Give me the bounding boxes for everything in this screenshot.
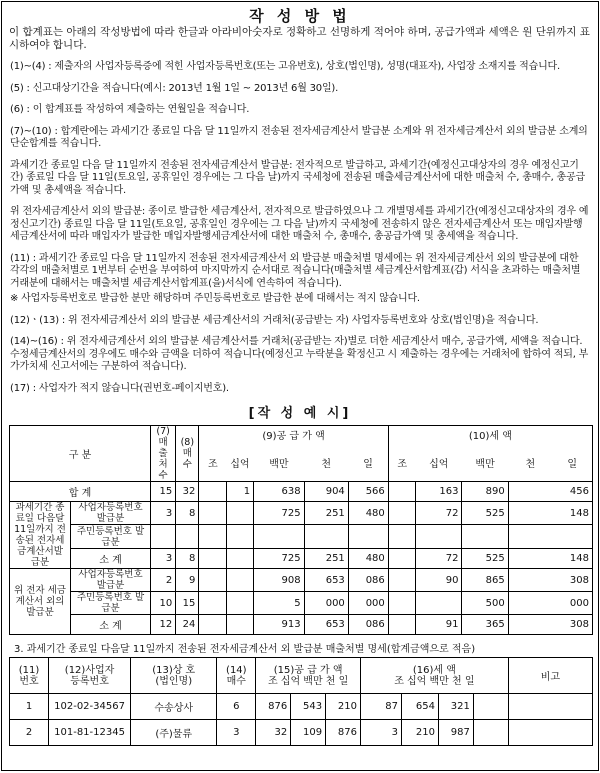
cell: 15 <box>176 592 199 615</box>
cell: 987 <box>438 720 473 746</box>
cell: 308 <box>508 615 592 635</box>
cell: 148 <box>508 548 592 568</box>
table-row <box>10 525 593 548</box>
cell: 8 <box>176 502 199 525</box>
unit-label: 일 <box>552 447 592 481</box>
table-row <box>10 502 593 525</box>
cell: 566 <box>348 482 388 502</box>
cell: 086 <box>348 615 388 635</box>
cell: 908 <box>254 569 305 592</box>
cell: 725 <box>254 548 305 568</box>
cell: 500 <box>462 592 508 615</box>
detail-note: 3. 과세기간 종료일 다음달 11일까지 전송된 전자세금계산서 외 발급분 매출처별 명세(합계금액으로 적음) <box>14 644 476 655</box>
instruction-item: (12)ㆍ(13) : 위 전자세금계산서 외의 발급분 세금계산서의 거래처(공급받는 자) 사업자등록번호와 상호(법인명)을 적습니다. <box>10 314 539 326</box>
cell: 10 <box>151 592 176 615</box>
cell: 72 <box>416 502 462 525</box>
unit-label: 조 <box>388 447 415 481</box>
header-gubun: 구 분 <box>10 426 151 482</box>
cell: 876 <box>256 694 291 720</box>
cell: 101-81-12345 <box>49 720 131 746</box>
instruction-item: (7)~(10) : 합계란에는 과세기간 종료일 다음 달 11일까지 전송된 전자세금계산서 발급분 소계와 위 전자세금계산서 외의 발급분 소계의 단순합계를 적습니다. <box>10 125 588 149</box>
cell: 890 <box>462 482 508 502</box>
group1-label: 과세기간 종료일 다음달 11일까지 전송된 전자세금계산서발급분 <box>10 502 71 569</box>
cell: 210 <box>402 720 439 746</box>
cell: 3 <box>360 720 401 746</box>
header-supply: (9)공 급 가 액 <box>199 426 388 448</box>
instruction-item: (17) : 사업자가 적지 않습니다(권번호-페이지번호). <box>10 382 229 394</box>
unit-labels: 조 십억 백만 천 일 <box>394 675 475 687</box>
cell: 3 <box>151 502 176 525</box>
cell: 3 <box>151 548 176 568</box>
cell: 32 <box>256 720 291 746</box>
header-col8: (8) 매 수 <box>176 426 199 482</box>
cell: 2 <box>151 569 176 592</box>
cell: 72 <box>416 548 462 568</box>
table-row <box>10 694 593 720</box>
cell: 1 <box>10 694 49 720</box>
row-label: 소 계 <box>71 615 151 635</box>
header-remark: 비고 <box>508 658 592 694</box>
cell: 87 <box>360 694 401 720</box>
cell: 251 <box>304 502 348 525</box>
cell: 086 <box>348 569 388 592</box>
cell: 163 <box>416 482 462 502</box>
unit-labels: 조 십억 백만 천 일 <box>267 675 349 687</box>
unit-label: 천 <box>508 447 552 481</box>
instruction-note: ※ 사업자등록번호로 발급한 분만 해당하며 주민등록번호로 발급한 분에 대해서는 적지 않습니다. <box>10 293 420 304</box>
cell: 5 <box>254 592 305 615</box>
instruction-sub-item: 과세기간 종료일 다음 달 11일까지 전송된 전자세금계산서 발급분: 전자적으로 발급하고, 과세기간(예정신고대상자의 경우 예정신고기간) 종료일 다음 달 11일(토요일, 공휴일인 경우에는 그 다음 날)까지 국세청에 전송된 매출세금계산서에 대한 매출처 수, 총매수, 총공급가액 및 총세액을 적습니다. <box>10 159 585 196</box>
header-supply-label: (15)공 급 가 액 <box>273 664 343 676</box>
cell: 653 <box>304 569 348 592</box>
cell: 876 <box>326 720 361 746</box>
cell: 6 <box>217 694 256 720</box>
cell: 12 <box>151 615 176 635</box>
instruction-sub-item: 위 전자세금계산서 외의 발급분: 종이로 발급한 세금계산서, 전자적으로 발급하였으나 그 개별명세를 과세기간(예정신고대상자의 경우 예정신고기간) 종료일 다음 달 11일(토요일, 공휴일인 경우에는 그 다음 날)까지 국세청에 전송하지 않은 전자세금계산서 또는 매입자발행세금계산서에 따라 매입자가 발급한 매입자발행세금계산서에 대한 매출처 수, 총매수, 총공급가액 및 총세액을 적습니다. <box>10 206 589 242</box>
table-row <box>10 720 593 746</box>
total-row <box>10 482 593 502</box>
table-row <box>10 592 593 615</box>
table-row <box>10 569 593 592</box>
cell: 000 <box>508 592 592 615</box>
cell: 000 <box>304 592 348 615</box>
cell: 480 <box>348 502 388 525</box>
instruction-item: (11) : 과세기간 종료일 다음 달 11일까지 전송된 전자세금계산서 외 발급분 매출처별 명세에는 위 전자세금계산서 외의 발급분에 대한 각각의 매출처별로 1번부터 순번을 부여하여 마지막까지 순서대로 적습니다(매출처별 세금계산서합계표(갑) 서식을 초과하는 매출처별 거래분에 대해서는 매출처별 세금계산서합계표(을)서식에 연속하여 적습니다). <box>10 252 581 289</box>
cell: 654 <box>402 694 439 720</box>
header-tax <box>360 658 508 694</box>
row-label: 사업자등록번호 발급분 <box>71 569 151 592</box>
cell: 000 <box>348 592 388 615</box>
header-name: (13)상 호 (법인명) <box>131 658 217 694</box>
header-tax-label: (16)세 액 <box>412 664 456 676</box>
summary-table <box>9 425 593 635</box>
header-supply <box>256 658 361 694</box>
unit-label: 일 <box>348 447 388 481</box>
cell: 913 <box>254 615 305 635</box>
cell: 543 <box>291 694 326 720</box>
cell: 725 <box>254 502 305 525</box>
instruction-item: (14)~(16) : 위 전자세금계산서 외의 발급분 세금계산서를 거래처(공급받는 자)별로 더한 세금계산서 매수, 공급가액, 세액을 적습니다. 수정세금계산서의 경우에도 매수와 금액을 더하여 적습니다(예정신고 누락분을 확정신고 시 제출하는 경우에는 거래처에 합하여 적되, 부가가치세 신고서에는 구분하여 적습니다). <box>10 336 589 372</box>
cell: (주)물류 <box>131 720 217 746</box>
table-row <box>10 548 593 568</box>
cell: 653 <box>304 615 348 635</box>
unit-label: 십억 <box>226 447 253 481</box>
table-row <box>10 615 593 635</box>
instruction-item: (1)~(4) : 제출자의 사업자등록증에 적힌 사업자등록번호(또는 고유번호), 상호(법인명), 성명(대표자), 사업장 소재지를 적습니다. <box>10 61 560 72</box>
row-label: 소 계 <box>71 548 151 568</box>
cell: 15 <box>151 482 176 502</box>
row-label: 주민등록번호 발급분 <box>71 592 151 615</box>
example-title: [작 성 예 시] <box>248 406 352 421</box>
cell: 24 <box>176 615 199 635</box>
header-count: (14) 매수 <box>217 658 256 694</box>
cell: 308 <box>508 569 592 592</box>
row-label: 주민등록번호 발급분 <box>71 525 151 548</box>
cell: 456 <box>508 482 592 502</box>
cell: 1 <box>226 482 253 502</box>
cell: 90 <box>416 569 462 592</box>
cell: 8 <box>176 548 199 568</box>
header-no: (11) 번호 <box>10 658 49 694</box>
intro-text: 이 합계표는 아래의 작성방법에 따라 한글과 아라비아숫자로 정확하고 선명하게 적어야 하며, 공급가액과 세액은 원 단위까지 표시하여야 합니다. <box>9 26 590 51</box>
cell: 365 <box>462 615 508 635</box>
cell: 91 <box>416 615 462 635</box>
cell: 109 <box>291 720 326 746</box>
cell <box>226 502 253 525</box>
cell: 9 <box>176 569 199 592</box>
instruction-item: (5) : 신고대상기간을 적습니다(예시: 2013년 1월 1일 ~ 2013년 6월 30일). <box>10 82 339 94</box>
cell: 321 <box>438 694 473 720</box>
cell: 2 <box>10 720 49 746</box>
cell: 수송상사 <box>131 694 217 720</box>
cell: 904 <box>304 482 348 502</box>
cell <box>416 592 462 615</box>
cell: 638 <box>254 482 305 502</box>
cell: 102-02-34567 <box>49 694 131 720</box>
unit-label: 백만 <box>254 447 305 481</box>
group2-label: 위 전자 세금계산서 외의 발급분 <box>10 569 71 635</box>
cell: 32 <box>176 482 199 502</box>
cell: 148 <box>508 502 592 525</box>
unit-label: 십억 <box>416 447 462 481</box>
header-col7: (7) 매출 처수 <box>151 426 176 482</box>
cell: 525 <box>462 502 508 525</box>
cell: 525 <box>462 548 508 568</box>
cell: 865 <box>462 569 508 592</box>
cell: 251 <box>304 548 348 568</box>
total-label: 합 계 <box>10 482 151 502</box>
header-biz: (12)사업자 등록번호 <box>49 658 131 694</box>
cell: 3 <box>217 720 256 746</box>
unit-label: 조 <box>199 447 226 481</box>
cell: 480 <box>348 548 388 568</box>
instructions-title: 작 성 방 법 <box>249 7 351 25</box>
header-tax: (10)세 액 <box>388 426 592 448</box>
instruction-item: (6) : 이 합계표를 작성하여 제출하는 연월일을 적습니다. <box>10 104 250 115</box>
detail-table <box>9 657 593 746</box>
unit-label: 천 <box>304 447 348 481</box>
row-label: 사업자등록번호 발급분 <box>71 502 151 525</box>
unit-label: 백만 <box>462 447 508 481</box>
document-page <box>1 1 599 771</box>
cell: 210 <box>326 694 361 720</box>
